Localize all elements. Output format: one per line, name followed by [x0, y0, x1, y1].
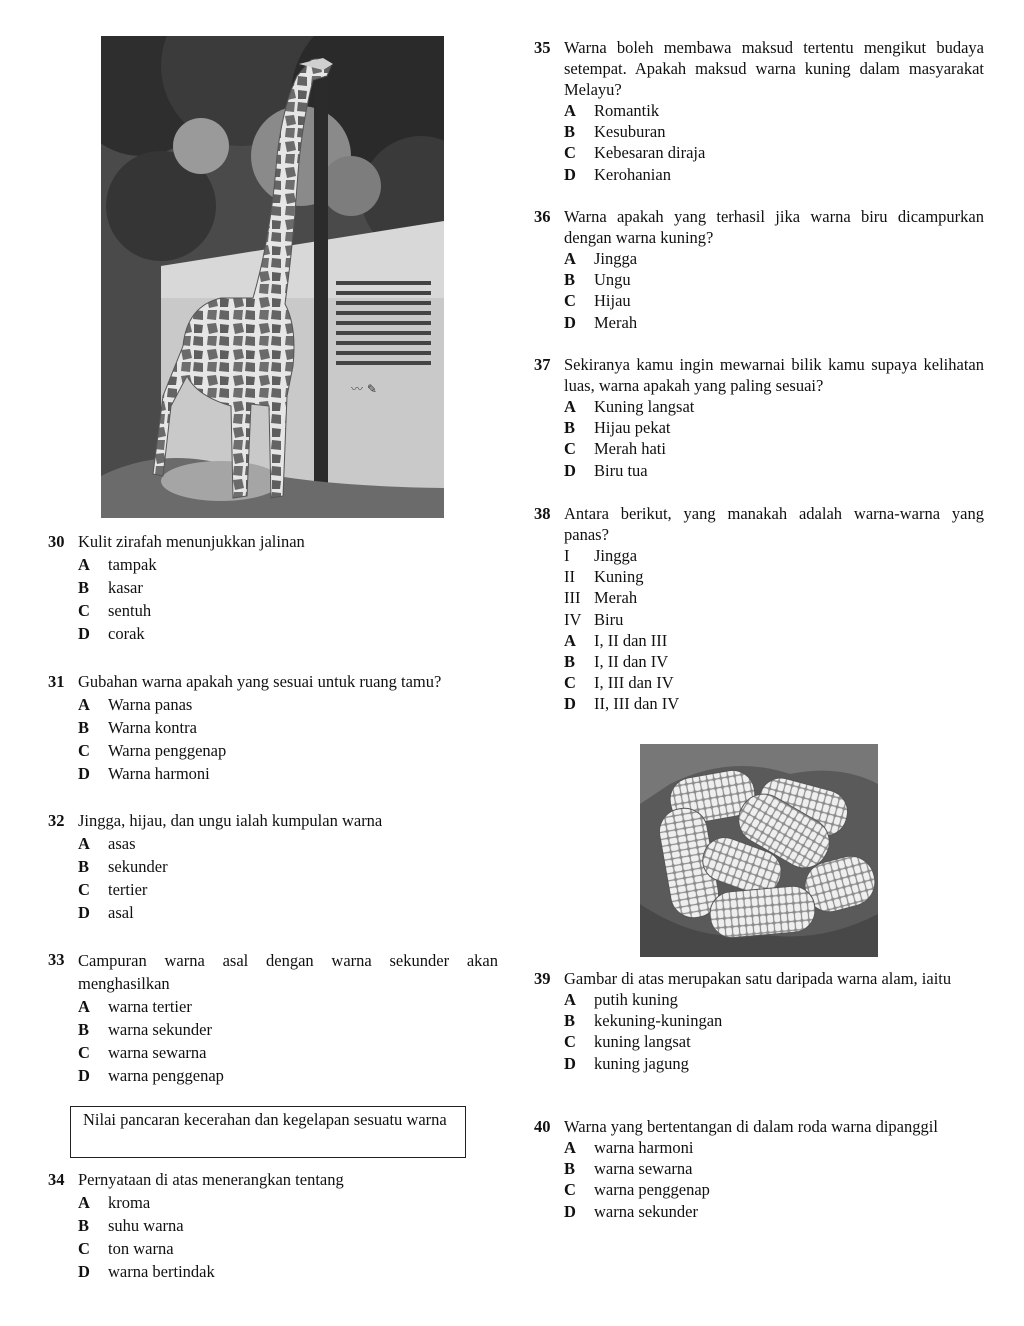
question-number: 38	[534, 504, 551, 523]
statement-i: I Jingga	[564, 546, 638, 565]
option-b[interactable]: B Warna kontra	[78, 718, 197, 737]
option-b[interactable]: B warna sewarna	[564, 1159, 693, 1179]
question-34	[48, 1169, 498, 1283]
question-number: 31	[48, 672, 65, 691]
question-number: 30	[48, 532, 65, 551]
question-35	[534, 37, 984, 185]
statement-box: Nilai pancaran kecerahan dan kegelapan sesuatu warna	[70, 1106, 466, 1158]
question-number: 40	[534, 1117, 551, 1136]
option-a[interactable]: A Warna panas	[78, 695, 193, 714]
option-d[interactable]: D warna penggenap	[78, 1066, 224, 1085]
option-d[interactable]: D warna bertindak	[78, 1262, 215, 1281]
option-c[interactable]: C sentuh	[78, 601, 152, 620]
option-b[interactable]: B suhu warna	[78, 1216, 184, 1235]
option-a[interactable]: A kroma	[78, 1193, 151, 1212]
question-text: Jingga, hijau, dan ungu ialah kumpulan warna	[78, 811, 383, 830]
option-d[interactable]: D II, III dan IV	[564, 694, 680, 714]
option-d[interactable]: D Kerohanian	[564, 164, 671, 184]
question-30	[48, 531, 498, 645]
question-text: Warna yang bertentangan di dalam roda warna dipanggil	[564, 1117, 938, 1136]
option-b[interactable]: B Ungu	[564, 270, 631, 290]
option-a[interactable]: A warna tertier	[78, 997, 192, 1016]
option-b[interactable]: B sekunder	[78, 857, 168, 876]
option-d[interactable]: D Warna harmoni	[78, 764, 210, 783]
option-c[interactable]: C tertier	[78, 880, 148, 899]
option-d[interactable]: D asal	[78, 903, 134, 922]
option-c[interactable]: C warna penggenap	[564, 1180, 710, 1200]
option-c[interactable]: C Kebesaran diraja	[564, 143, 706, 163]
question-number: 34	[48, 1170, 65, 1189]
option-a[interactable]: A I, II dan III	[564, 630, 668, 650]
question-31	[48, 671, 498, 785]
question-text: Kulit zirafah menunjukkan jalinan	[78, 532, 305, 551]
option-a[interactable]: A Kuning langsat	[564, 397, 695, 416]
question-37	[534, 354, 984, 481]
statement-iv: IV Biru	[564, 609, 624, 629]
question-text: Antara berikut, yang manakah adalah warna-warna yang panas?	[564, 504, 984, 544]
option-d[interactable]: D Merah	[564, 312, 638, 332]
option-c[interactable]: C kuning langsat	[564, 1032, 691, 1052]
question-number: 35	[534, 38, 551, 57]
question-number: 36	[534, 207, 551, 226]
option-d[interactable]: D kuning jagung	[564, 1053, 689, 1073]
option-d[interactable]: D corak	[78, 624, 145, 643]
question-40	[534, 1116, 984, 1222]
svg-text:〰 ✎: 〰 ✎	[351, 382, 377, 396]
corn-photo	[640, 744, 878, 957]
question-text: Campuran warna asal dengan warna sekunder akan menghasilkan	[78, 951, 498, 993]
option-c[interactable]: C ton warna	[78, 1239, 174, 1258]
statement-ii: II Kuning	[564, 567, 644, 587]
question-text: Gambar di atas merupakan satu daripada warna alam, iaitu	[564, 969, 952, 988]
question-number: 37	[534, 355, 551, 374]
option-d[interactable]: D Biru tua	[564, 460, 648, 480]
option-d[interactable]: D warna sekunder	[564, 1201, 698, 1221]
option-b[interactable]: B kasar	[78, 578, 143, 597]
option-a[interactable]: A tampak	[78, 555, 157, 574]
question-text: Warna boleh membawa maksud tertentu mengikut budaya setempat. Apakah maksud warna kuning dalam masyarakat Melayu?	[564, 38, 984, 99]
option-b[interactable]: B warna sekunder	[78, 1020, 212, 1039]
option-a[interactable]: A asas	[78, 834, 136, 853]
question-number: 32	[48, 811, 65, 830]
question-number: 33	[48, 950, 65, 969]
option-b[interactable]: B Kesuburan	[564, 122, 666, 142]
question-number: 39	[534, 969, 551, 988]
option-b[interactable]: B Hijau pekat	[564, 418, 671, 438]
option-c[interactable]: C warna sewarna	[78, 1043, 207, 1062]
option-b[interactable]: B I, II dan IV	[564, 652, 669, 672]
option-c[interactable]: C I, III dan IV	[564, 673, 674, 693]
question-39	[534, 968, 984, 1074]
option-a[interactable]: A warna harmoni	[564, 1138, 694, 1157]
question-text: Warna apakah yang terhasil jika warna biru dicampurkan dengan warna kuning?	[564, 207, 984, 247]
option-a[interactable]: A putih kuning	[564, 990, 678, 1009]
giraffe-photo	[101, 36, 444, 518]
option-c[interactable]: C Hijau	[564, 291, 631, 311]
option-a[interactable]: A Romantik	[564, 101, 660, 120]
question-33	[48, 949, 498, 1087]
question-text: Gubahan warna apakah yang sesuai untuk ruang tamu?	[78, 672, 442, 691]
option-c[interactable]: C Warna penggenap	[78, 741, 227, 760]
option-a[interactable]: A Jingga	[564, 249, 638, 268]
question-38	[534, 503, 984, 715]
question-text: Pernyataan di atas menerangkan tentang	[78, 1170, 344, 1189]
option-b[interactable]: B kekuning-kuningan	[564, 1011, 723, 1031]
option-c[interactable]: C Merah hati	[564, 439, 666, 459]
question-32	[48, 810, 498, 924]
statement-iii: III Merah	[564, 588, 638, 608]
question-36	[534, 206, 984, 333]
question-text: Sekiranya kamu ingin mewarnai bilik kamu supaya kelihatan luas, warna apakah yang paling sesuai?	[564, 355, 984, 395]
